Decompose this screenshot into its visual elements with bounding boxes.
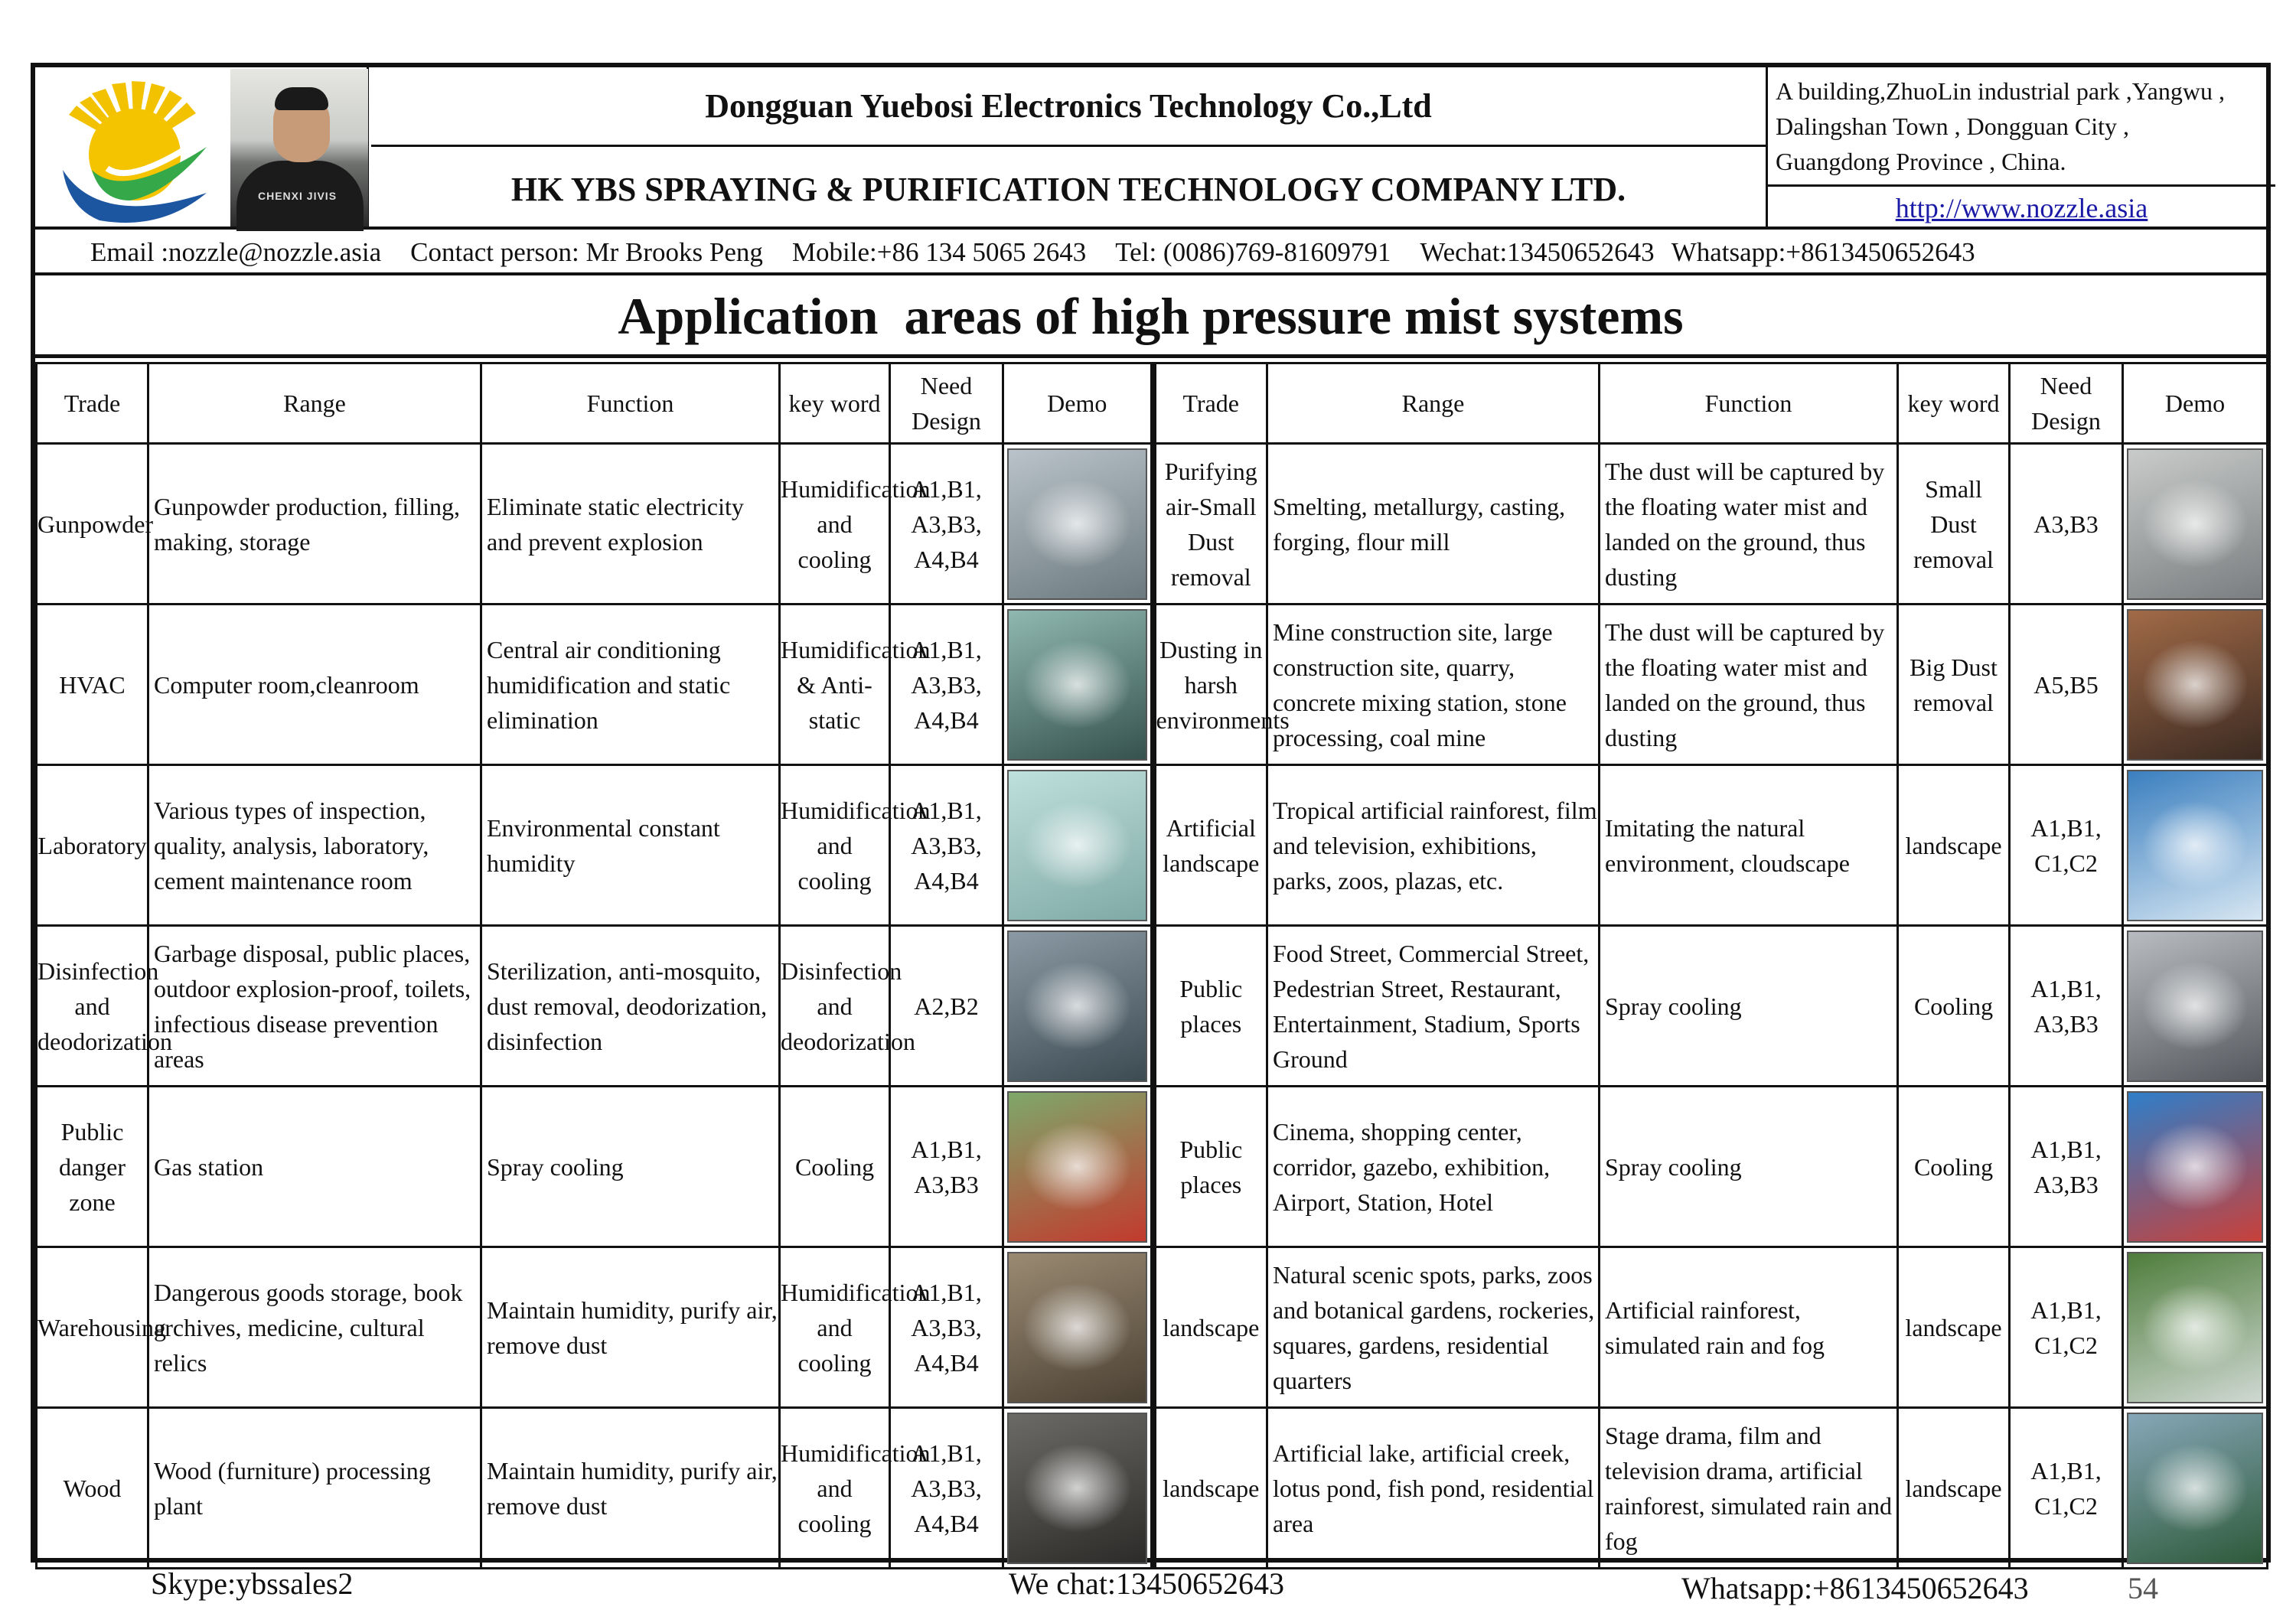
function-cell: Spray cooling [1600,1087,1898,1247]
photo-hair [275,87,328,110]
demo-cell [1003,926,1153,1087]
header-need-design: Need Design [890,363,1003,444]
mist-overlay [2141,961,2248,1050]
mist-overlay [1022,1282,1132,1371]
range-cell: Gas station [148,1087,481,1247]
range-cell: Mine construction site, large construction site, quarry, concrete mixing station, stone processing, coal mine [1267,605,1600,765]
footer-skype: Skype:ybssales2 [151,1566,354,1601]
function-cell: The dust will be captured by the floating water mist and landed on the ground, thus dusting [1600,444,1898,605]
address-line: Guangdong Province , China. [1776,148,2066,175]
demo-cell [2123,1247,2268,1408]
keyword-cell: Humidification and cooling [780,444,890,605]
range-cell: Gunpowder production, filling, making, storage [148,444,481,605]
table-row [37,1247,2268,1408]
header [35,67,2266,230]
range-cell: Artificial lake, artificial creek, lotus pond, fish pond, residential area [1267,1408,1600,1569]
demo-photo [1007,770,1147,921]
keyword-cell: Small Dust removal [1898,444,2010,605]
function-cell: Sterilization, anti-mosquito, dust removal, deodorization, disinfection [481,926,780,1087]
keyword-cell: landscape [1898,1408,2010,1569]
demo-photo [2127,770,2263,921]
function-cell: Central air conditioning humidification and static elimination [481,605,780,765]
photo-shirt-text: CHENXI JIVIS [258,190,338,202]
table-row [37,444,2268,605]
header-keyword: key word [1898,363,2010,444]
table-header-row [37,363,2268,444]
mist-overlay [2141,479,2248,568]
footer-wechat: We chat:13450652643 [1009,1566,1285,1601]
table-row [37,605,2268,765]
trade-cell: Gunpowder [37,444,148,605]
function-cell: Eliminate static electricity and prevent explosion [481,444,780,605]
function-cell: Artificial rainforest, simulated rain and fog [1600,1247,1898,1408]
mist-overlay [2141,800,2248,889]
demo-photo [2127,1252,2263,1403]
need-design-cell: A1,B1, C1,C2 [2010,1408,2123,1569]
logo-cell [35,67,369,230]
table-body [37,444,2268,1569]
keyword-cell: Cooling [1898,926,2010,1087]
demo-photo [2127,1413,2263,1564]
keyword-cell: Disinfection and deodorization [780,926,890,1087]
trade-cell: Warehousing [37,1247,148,1408]
company-name-cn: Dongguan Yuebosi Electronics Technology Co.,Ltd [371,67,1766,147]
page-number: 54 [2128,1571,2158,1605]
demo-photo [1007,930,1147,1082]
website-link[interactable]: http://www.nozzle.asia [1766,187,2275,230]
contact-tel: Tel: (0086)769-81609791 [1115,237,1391,267]
table-row [37,1408,2268,1569]
trade-cell: Laboratory [37,765,148,926]
keyword-cell: landscape [1898,765,2010,926]
need-design-cell: A1,B1, A3,B3, A4,B4 [890,444,1003,605]
table-row [37,1087,2268,1247]
catalog-sheet [31,63,2271,1563]
trade-cell: Public places [1153,926,1267,1087]
mist-overlay [2141,1122,2248,1211]
demo-cell [1003,765,1153,926]
demo-cell [2123,1087,2268,1247]
function-cell: Spray cooling [481,1087,780,1247]
table-row [37,926,2268,1087]
demo-cell [1003,605,1153,765]
footer [0,1563,2296,1616]
trade-cell: Public danger zone [37,1087,148,1247]
contact-email: Email :nozzle@nozzle.asia [90,237,382,267]
function-cell: Maintain humidity, purify air, remove dust [481,1247,780,1408]
footer-whatsapp: Whatsapp:+8613450652643 [1681,1571,2029,1605]
mist-overlay [2141,1443,2248,1532]
contact-person: Contact person: Mr Brooks Peng [410,237,763,267]
demo-photo [2127,1091,2263,1243]
mist-overlay [1022,640,1132,728]
keyword-cell: Cooling [780,1087,890,1247]
demo-photo [1007,1252,1147,1403]
header-trade: Trade [1153,363,1267,444]
need-design-cell: A3,B3 [2010,444,2123,605]
keyword-cell: Humidification & Anti-static [780,605,890,765]
demo-photo [2127,609,2263,761]
need-design-cell: A1,B1, A3,B3 [890,1087,1003,1247]
demo-cell [2123,765,2268,926]
keyword-cell: Big Dust removal [1898,605,2010,765]
function-cell: Imitating the natural environment, cloudscape [1600,765,1898,926]
header-range: Range [1267,363,1600,444]
demo-cell [1003,1408,1153,1569]
trade-cell: Public places [1153,1087,1267,1247]
mist-overlay [2141,1282,2248,1371]
demo-cell [2123,1408,2268,1569]
range-cell: Dangerous goods storage, book archives, medicine, cultural relics [148,1247,481,1408]
demo-photo [2127,930,2263,1082]
header-range: Range [148,363,481,444]
need-design-cell: A1,B1, C1,C2 [2010,765,2123,926]
mist-overlay [2141,640,2248,728]
company-logo-icon [46,78,223,223]
need-design-cell: A1,B1, A3,B3, A4,B4 [890,765,1003,926]
contact-person-photo [230,69,368,227]
demo-cell [2123,605,2268,765]
trade-cell: Wood [37,1408,148,1569]
trade-cell: landscape [1153,1408,1267,1569]
header-demo: Demo [2123,363,2268,444]
contact-wechat: Wechat:13450652643 [1420,237,1655,267]
address-line: Dalingshan Town , Dongguan City , [1776,112,2130,140]
need-design-cell: A1,B1, A3,B3, A4,B4 [890,1408,1003,1569]
keyword-cell: Humidification and cooling [780,1408,890,1569]
table-row [37,765,2268,926]
trade-cell: Artificial landscape [1153,765,1267,926]
header-keyword: key word [780,363,890,444]
company-name-hk: HK YBS SPRAYING & PURIFICATION TECHNOLOGY COMPANY LTD. [510,171,1626,208]
address-line: A building,ZhuoLin industrial park ,Yangwu , [1776,77,2225,105]
demo-photo [1007,448,1147,600]
keyword-cell: Cooling [1898,1087,2010,1247]
page-title: Application areas of high pressure mist systems [35,279,2266,358]
contact-whatsapp: Whatsapp:+8613450652643 [1671,237,1975,267]
header-function: Function [481,363,780,444]
need-design-cell: A1,B1, A3,B3 [2010,1087,2123,1247]
demo-cell [2123,444,2268,605]
demo-photo [1007,1091,1147,1243]
demo-cell [1003,1087,1153,1247]
demo-photo [1007,1413,1147,1564]
need-design-cell: A1,B1, A3,B3, A4,B4 [890,1247,1003,1408]
need-design-cell: A1,B1, A3,B3 [2010,926,2123,1087]
company-address [1766,67,2275,187]
need-design-cell: A5,B5 [2010,605,2123,765]
header-trade: Trade [37,363,148,444]
demo-photo [2127,448,2263,600]
demo-cell [1003,1247,1153,1408]
mist-overlay [1022,961,1132,1050]
function-cell: The dust will be captured by the floating water mist and landed on the ground, thus dusting [1600,605,1898,765]
trade-cell: Purifying air-Small Dust removal [1153,444,1267,605]
function-cell: Maintain humidity, purify air, remove dust [481,1408,780,1569]
contact-bar [35,233,2266,275]
mist-overlay [1022,1122,1132,1211]
keyword-cell: Humidification and cooling [780,765,890,926]
demo-cell [2123,926,2268,1087]
application-table [35,362,2266,1569]
mist-overlay [1022,1443,1132,1532]
contact-mobile: Mobile:+86 134 5065 2643 [791,237,1087,267]
range-cell: Computer room,cleanroom [148,605,481,765]
range-cell: Tropical artificial rainforest, film and television, exhibitions, parks, zoos, plazas, etc. [1267,765,1600,926]
demo-cell [1003,444,1153,605]
keyword-cell: landscape [1898,1247,2010,1408]
keyword-cell: Humidification and cooling [780,1247,890,1408]
function-cell: Environmental constant humidity [481,765,780,926]
range-cell: Cinema, shopping center, corridor, gazebo, exhibition, Airport, Station, Hotel [1267,1087,1600,1247]
range-cell: Food Street, Commercial Street, Pedestrian Street, Restaurant, Entertainment, Stadium, Sports Ground [1267,926,1600,1087]
trade-cell: HVAC [37,605,148,765]
range-cell: Natural scenic spots, parks, zoos and botanical gardens, rockeries, squares, gardens, residential quarters [1267,1247,1600,1408]
trade-cell: Dusting in harsh environments [1153,605,1267,765]
need-design-cell: A1,B1, C1,C2 [2010,1247,2123,1408]
range-cell: Various types of inspection, quality, analysis, laboratory, cement maintenance room [148,765,481,926]
demo-photo [1007,609,1147,761]
header-demo: Demo [1003,363,1153,444]
mist-overlay [1022,800,1132,889]
function-cell: Spray cooling [1600,926,1898,1087]
need-design-cell: A1,B1, A3,B3, A4,B4 [890,605,1003,765]
range-cell: Garbage disposal, public places, outdoor explosion-proof, toilets, infectious disease prevention areas [148,926,481,1087]
function-cell: Stage drama, film and television drama, artificial rainforest, simulated rain and fog [1600,1408,1898,1569]
mist-overlay [1022,479,1132,568]
trade-cell: Disinfection and deodorization [37,926,148,1087]
trade-cell: landscape [1153,1247,1267,1408]
need-design-cell: A2,B2 [890,926,1003,1087]
header-need-design: Need Design [2010,363,2123,444]
range-cell: Wood (furniture) processing plant [148,1408,481,1569]
header-function: Function [1600,363,1898,444]
range-cell: Smelting, metallurgy, casting, forging, flour mill [1267,444,1600,605]
